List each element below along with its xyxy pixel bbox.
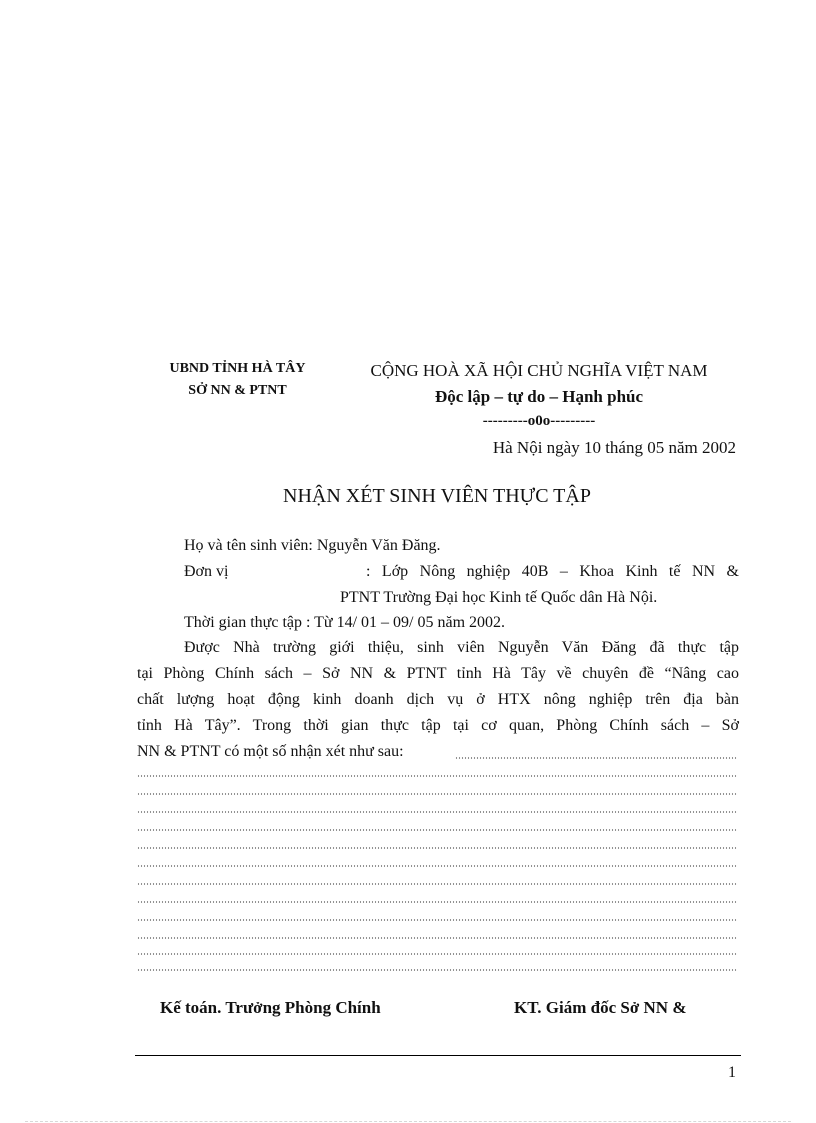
signature-right: KT. Giám đốc Sở NN &	[514, 998, 687, 1017]
footer-rule	[135, 1055, 741, 1056]
dotted-fill-line	[137, 775, 737, 777]
unit-value-line1: : Lớp Nông nghiệp 40B – Khoa Kinh tế NN &	[366, 563, 739, 580]
dotted-fill-line	[137, 937, 737, 939]
document-title: NHẬN XÉT SINH VIÊN THỰC TẬP	[283, 485, 591, 507]
dotted-fill-line	[137, 969, 737, 971]
paragraph-line: NN & PTNT có một số nhận xét như sau:	[137, 743, 404, 760]
org-name: UBND TỈNH HÀ TÂY	[169, 361, 306, 376]
ornament-line: ---------o0o---------	[482, 413, 596, 429]
signature-left: Kế toán. Trưởng Phòng Chính	[160, 998, 381, 1017]
student-name-line: Họ và tên sinh viên: Nguyễn Văn Đăng.	[184, 537, 441, 554]
dotted-fill-line	[137, 953, 737, 955]
dotted-fill-line	[455, 757, 737, 759]
evaluation-paragraph	[137, 635, 739, 765]
national-motto: Độc lập – tự do – Hạnh phúc	[434, 387, 644, 406]
date-line: Hà Nội ngày 10 tháng 05 năm 2002	[492, 438, 736, 457]
page-edge-line	[25, 1121, 791, 1122]
org-department: SỞ NN & PTNT	[188, 383, 287, 398]
paragraph-line: tỉnh Hà Tây”. Trong thời gian thực tập tại cơ quan, Phòng Chính sách – Sở	[137, 717, 739, 734]
internship-period-line: Thời gian thực tập : Từ 14/ 01 – 09/ 05 năm 2002.	[184, 614, 506, 631]
dotted-fill-line	[137, 883, 737, 885]
paragraph-line: Được Nhà trường giới thiệu, sinh viên Nguyễn Văn Đăng đã thực tập	[184, 639, 739, 656]
dotted-fill-line	[137, 901, 737, 903]
republic-name: CỘNG HOÀ XÃ HỘI CHỦ NGHĨA VIỆT NAM	[370, 361, 708, 380]
dotted-fill-line	[137, 793, 737, 795]
dotted-fill-line	[137, 865, 737, 867]
dotted-fill-line	[137, 919, 737, 921]
paragraph-line: chất lượng hoạt động kinh doanh dịch vụ ở HTX nông nghiệp trên địa bàn	[137, 691, 739, 708]
paragraph-line: tại Phòng Chính sách – Sở NN & PTNT tỉnh Hà Tây về chuyên đề “Nâng cao	[137, 665, 739, 682]
unit-label: Đơn vị	[184, 563, 229, 580]
unit-value-line2: PTNT Trường Đại học Kinh tế Quốc dân Hà Nội.	[340, 589, 658, 606]
dotted-fill-line	[137, 829, 737, 831]
dotted-fill-line	[137, 847, 737, 849]
page-number: 1	[728, 1064, 736, 1081]
dotted-fill-line	[137, 811, 737, 813]
